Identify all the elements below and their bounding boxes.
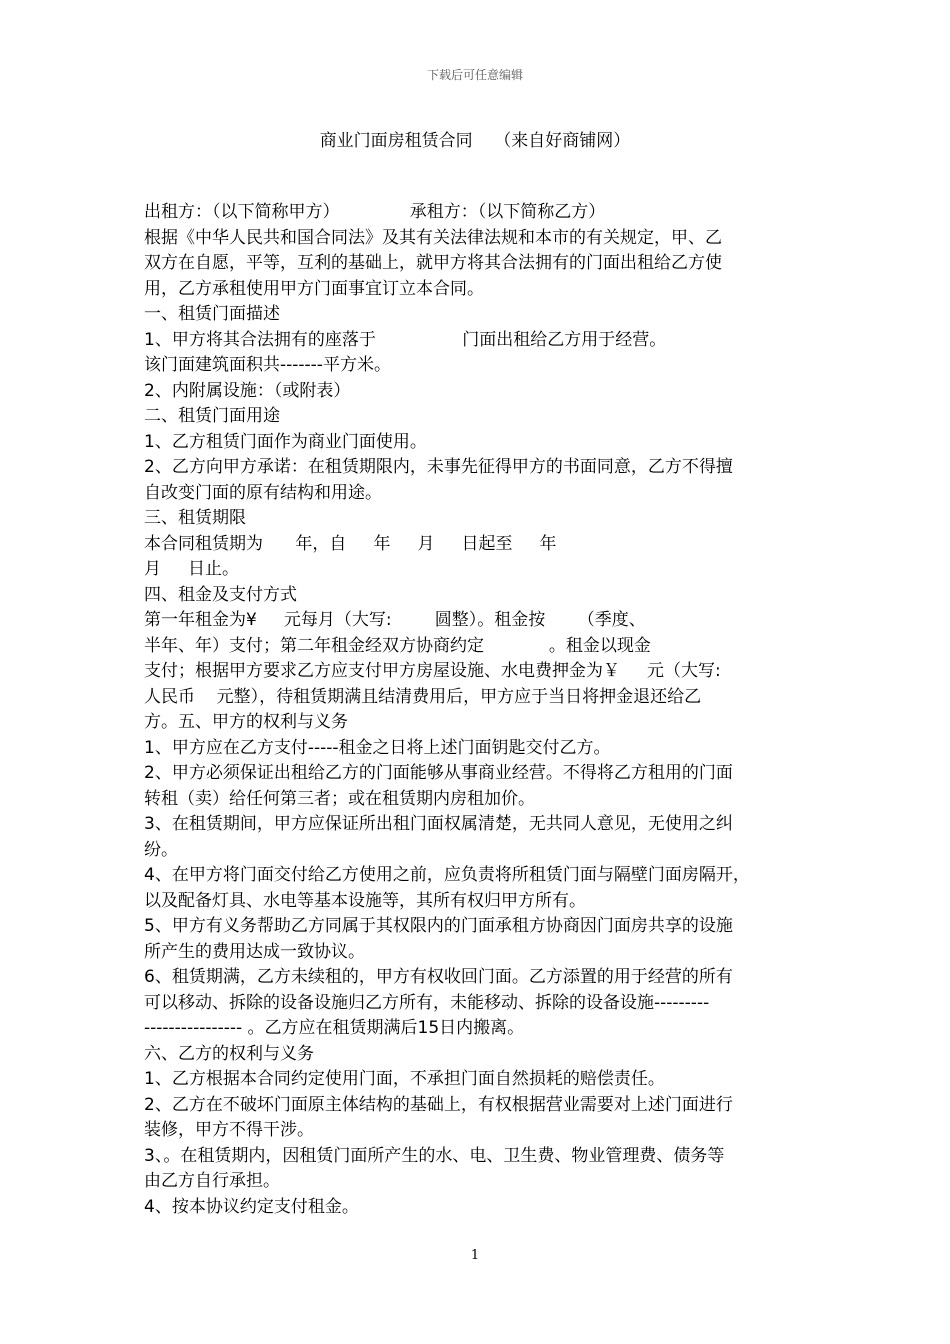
page-header: 下载后可任意编辑	[426, 68, 523, 82]
contract-line: 3、。在租赁期内，因租赁门面所产生的水、电、卫生费、物业管理费、债务等	[144, 1145, 725, 1166]
contract-line: 用，乙方承租使用甲方门面事宜订立本合同。	[144, 278, 484, 299]
contract-line: 所产生的费用达成一致协议。	[144, 941, 365, 962]
contract-line: 4、在甲方将门面交付给乙方使用之前，应负责将所租赁门面与隔壁门面房隔开，	[144, 865, 750, 885]
contract-line: 1、甲方应在乙方支付-----租金之日将上述门面钥匙交付乙方。	[144, 737, 611, 758]
contract-line: 双方在自愿，平等，互利的基础上，就甲方将其合法拥有的门面出租给乙方使	[144, 253, 722, 273]
contract-line: 支付；根据甲方要求乙方应支付甲方房屋设施、水电费押金为￥ 元（大写:	[144, 661, 721, 681]
contract-line: 四、租金及支付方式	[144, 584, 297, 605]
contract-line: 人民币 元整），待租赁期满且结清费用后，甲方应于当日将押金退还给乙	[144, 686, 702, 707]
contract-line: 半年、年）支付；第二年租金经双方协商约定 。租金以现金	[144, 635, 651, 656]
contract-line: 纷。	[144, 839, 178, 860]
contract-line: 转租（卖）给任何第三者；或在租赁期内房租加价。	[144, 788, 535, 809]
contract-line: 第一年租金为¥ 元每月（大写: 圆整）。租金按 （季度、	[144, 610, 646, 630]
contract-line: 2、内附属设施：（或附表）	[144, 380, 351, 401]
contract-line: 5、甲方有义务帮助乙方同属于其权限内的门面承租方协商因门面房共享的设施	[144, 916, 733, 936]
contract-line: 2、甲方必须保证出租给乙方的门面能够从事商业经营。不得将乙方租用的门面	[144, 763, 733, 783]
document-title: 商业门面房租赁合同 （来自好商铺网）	[319, 131, 631, 151]
contract-line: 本合同租赁期为 年，自 年 月 日起至 年	[144, 533, 557, 554]
contract-line: 由乙方自行承担。	[144, 1171, 280, 1191]
contract-body	[144, 200, 814, 1220]
contract-line: 1、乙方根据本合同约定使用门面，不承担门面自然损耗的赔偿责任。	[144, 1069, 665, 1089]
contract-line: 方。五、甲方的权利与义务	[144, 712, 348, 732]
contract-line: 根据《中华人民共和国合同法》及其有关法律法规和本市的有关规定，甲、乙	[144, 227, 722, 248]
contract-line: 月 日止。	[144, 559, 240, 579]
contract-line: 2、乙方向甲方承诺：在租赁期限内，未事先征得甲方的书面同意，乙方不得擅	[144, 457, 733, 477]
contract-line: ---------------- 。乙方应在租赁期满后15日内搬离。	[144, 1018, 525, 1038]
contract-line: 二、租赁门面用途	[144, 406, 280, 426]
contract-line: 1、乙方租赁门面作为商业门面使用。	[144, 431, 427, 452]
contract-line: 该门面建筑面积共-------平方米。	[144, 355, 391, 375]
contract-line: 可以移动、拆除的设备设施归乙方所有，未能移动、拆除的设备设施---------	[144, 992, 710, 1013]
contract-line: 装修，甲方不得干涉。	[144, 1120, 314, 1140]
page-number: 1	[470, 1248, 480, 1263]
contract-line: 三、租赁期限	[144, 508, 246, 528]
contract-line: 2、乙方在不破坏门面原主体结构的基础上，有权根据营业需要对上述门面进行	[144, 1094, 733, 1115]
contract-line: 以及配备灯具、水电等基本设施等，其所有权归甲方所有。	[144, 890, 586, 911]
contract-line: 1、甲方将其合法拥有的座落于 门面出租给乙方用于经营。	[144, 329, 667, 350]
contract-line: 4、按本协议约定支付租金。	[144, 1196, 359, 1217]
contract-line: 出租方：（以下简称甲方） 承租方：（以下简称乙方）	[144, 202, 606, 222]
contract-line: 六、乙方的权利与义务	[144, 1043, 314, 1064]
contract-line: 6、租赁期满，乙方未续租的，甲方有权收回门面。乙方添置的用于经营的所有	[144, 967, 733, 987]
contract-line: 一、租赁门面描述	[144, 304, 280, 324]
contract-line: 3、在租赁期间，甲方应保证所出租门面权属清楚，无共同人意见，无使用之纠	[144, 814, 733, 834]
contract-line: 自改变门面的原有结构和用途。	[144, 482, 382, 503]
